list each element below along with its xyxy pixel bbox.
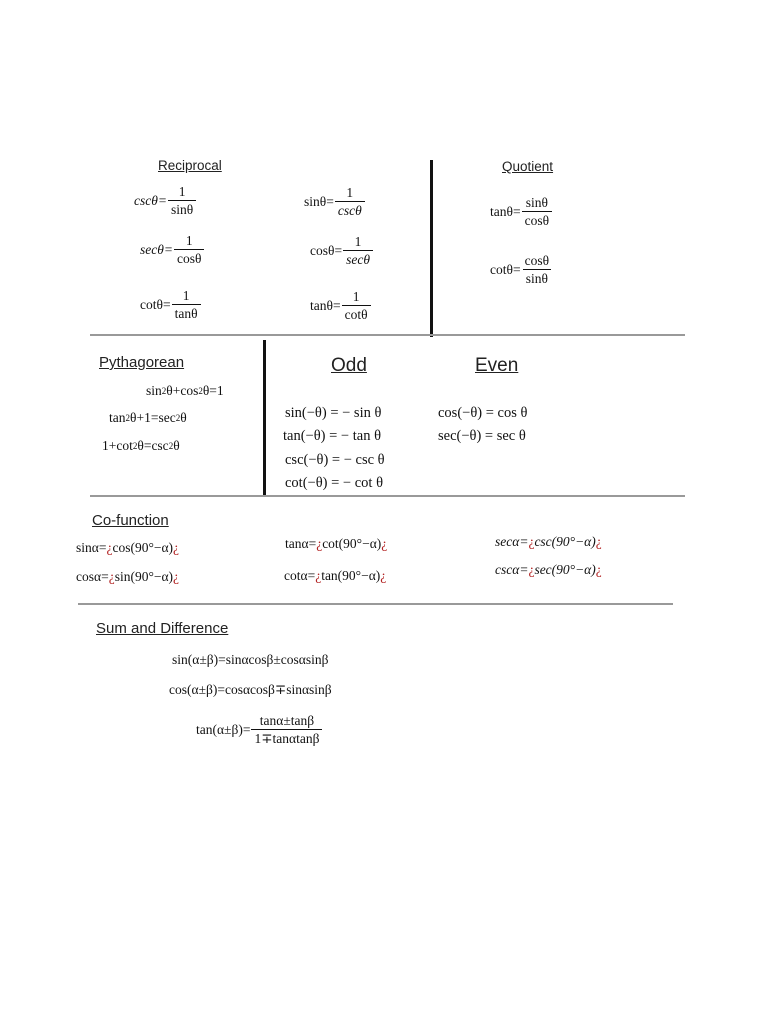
divider-top bbox=[90, 334, 685, 336]
reciprocal-tan: tanθ= $\frac{1}{\cot\theta}$ bbox=[310, 289, 371, 322]
pythagorean-identity-3: 1+cot 2 θ=csc 2 θ bbox=[102, 438, 180, 453]
heading-pythagorean: Pythagorean bbox=[99, 354, 185, 371]
reciprocal-sin: sinθ= $\frac{1}{\csc\theta}$ bbox=[304, 185, 365, 218]
reciprocal-csc: cscθ= $\frac{1}{\sin\theta}$ bbox=[134, 184, 196, 217]
odd-identity-cot: cot(−θ) = − cot θ bbox=[285, 475, 384, 491]
divider-pythagorean bbox=[263, 340, 266, 496]
odd-identity-tan: tan(−θ) = − tan θ bbox=[283, 428, 382, 444]
heading-cofunction: Co-function bbox=[92, 512, 169, 529]
heading-sum-difference: Sum and Difference bbox=[96, 620, 229, 637]
quotient-tan: tanθ= $\frac{\sin\theta}{\cos\theta}$ bbox=[490, 195, 552, 228]
sum-difference-cos: cos(α±β)=cosαcosβ∓sinαsinβ bbox=[169, 682, 332, 697]
reciprocal-cot: cotθ= $\frac{1}{\tan\theta}$ bbox=[140, 288, 201, 321]
sum-difference-sin: sin(α±β)=sinαcosβ±cosαsinβ bbox=[172, 652, 329, 667]
divider-reciprocal-quotient bbox=[430, 160, 433, 337]
even-identity-sec: sec(−θ) = sec θ bbox=[438, 428, 526, 444]
odd-identity-csc: csc(−θ) = − csc θ bbox=[285, 452, 385, 468]
pythagorean-identity-1: sin 2 θ+cos 2 θ=1 bbox=[146, 383, 224, 398]
even-identity-cos: cos(−θ) = cos θ bbox=[438, 405, 528, 421]
cofunction-sec: secα= ¿ csc(90°−α) ¿ bbox=[495, 534, 602, 549]
quotient-cot: cotθ= $\frac{\cos\theta}{\sin\theta}$ bbox=[490, 253, 550, 286]
heading-reciprocal: Reciprocal bbox=[158, 158, 222, 173]
reciprocal-sec: secθ= $\frac{1}{\cos\theta}$ bbox=[140, 233, 204, 266]
sum-difference-tan: tan(α±β)= $\frac{\tan\alpha\pm\tan\beta}{1\mp\tan\alpha\tan\beta}$ bbox=[196, 713, 322, 746]
cofunction-csc: cscα= ¿ sec(90°−α) ¿ bbox=[495, 562, 602, 577]
cofunction-sin: sinα= ¿ cos(90°−α) ¿ bbox=[76, 540, 180, 555]
cofunction-cos: cosα= ¿ sin(90°−α) ¿ bbox=[76, 569, 180, 584]
cofunction-tan: tanα= ¿ cot(90°−α) ¿ bbox=[285, 536, 388, 551]
divider-bottom bbox=[78, 603, 673, 605]
heading-odd: Odd bbox=[331, 355, 367, 376]
heading-even: Even bbox=[475, 355, 519, 376]
reciprocal-cos: cosθ= $\frac{1}{\sec\theta}$ bbox=[310, 234, 373, 267]
divider-middle bbox=[90, 495, 685, 497]
odd-identity-sin: sin(−θ) = − sin θ bbox=[285, 405, 382, 421]
pythagorean-identity-2: tan 2 θ+1=sec 2 θ bbox=[109, 410, 187, 425]
cofunction-cot: cotα= ¿ tan(90°−α) ¿ bbox=[284, 568, 387, 583]
heading-quotient: Quotient bbox=[502, 159, 554, 174]
